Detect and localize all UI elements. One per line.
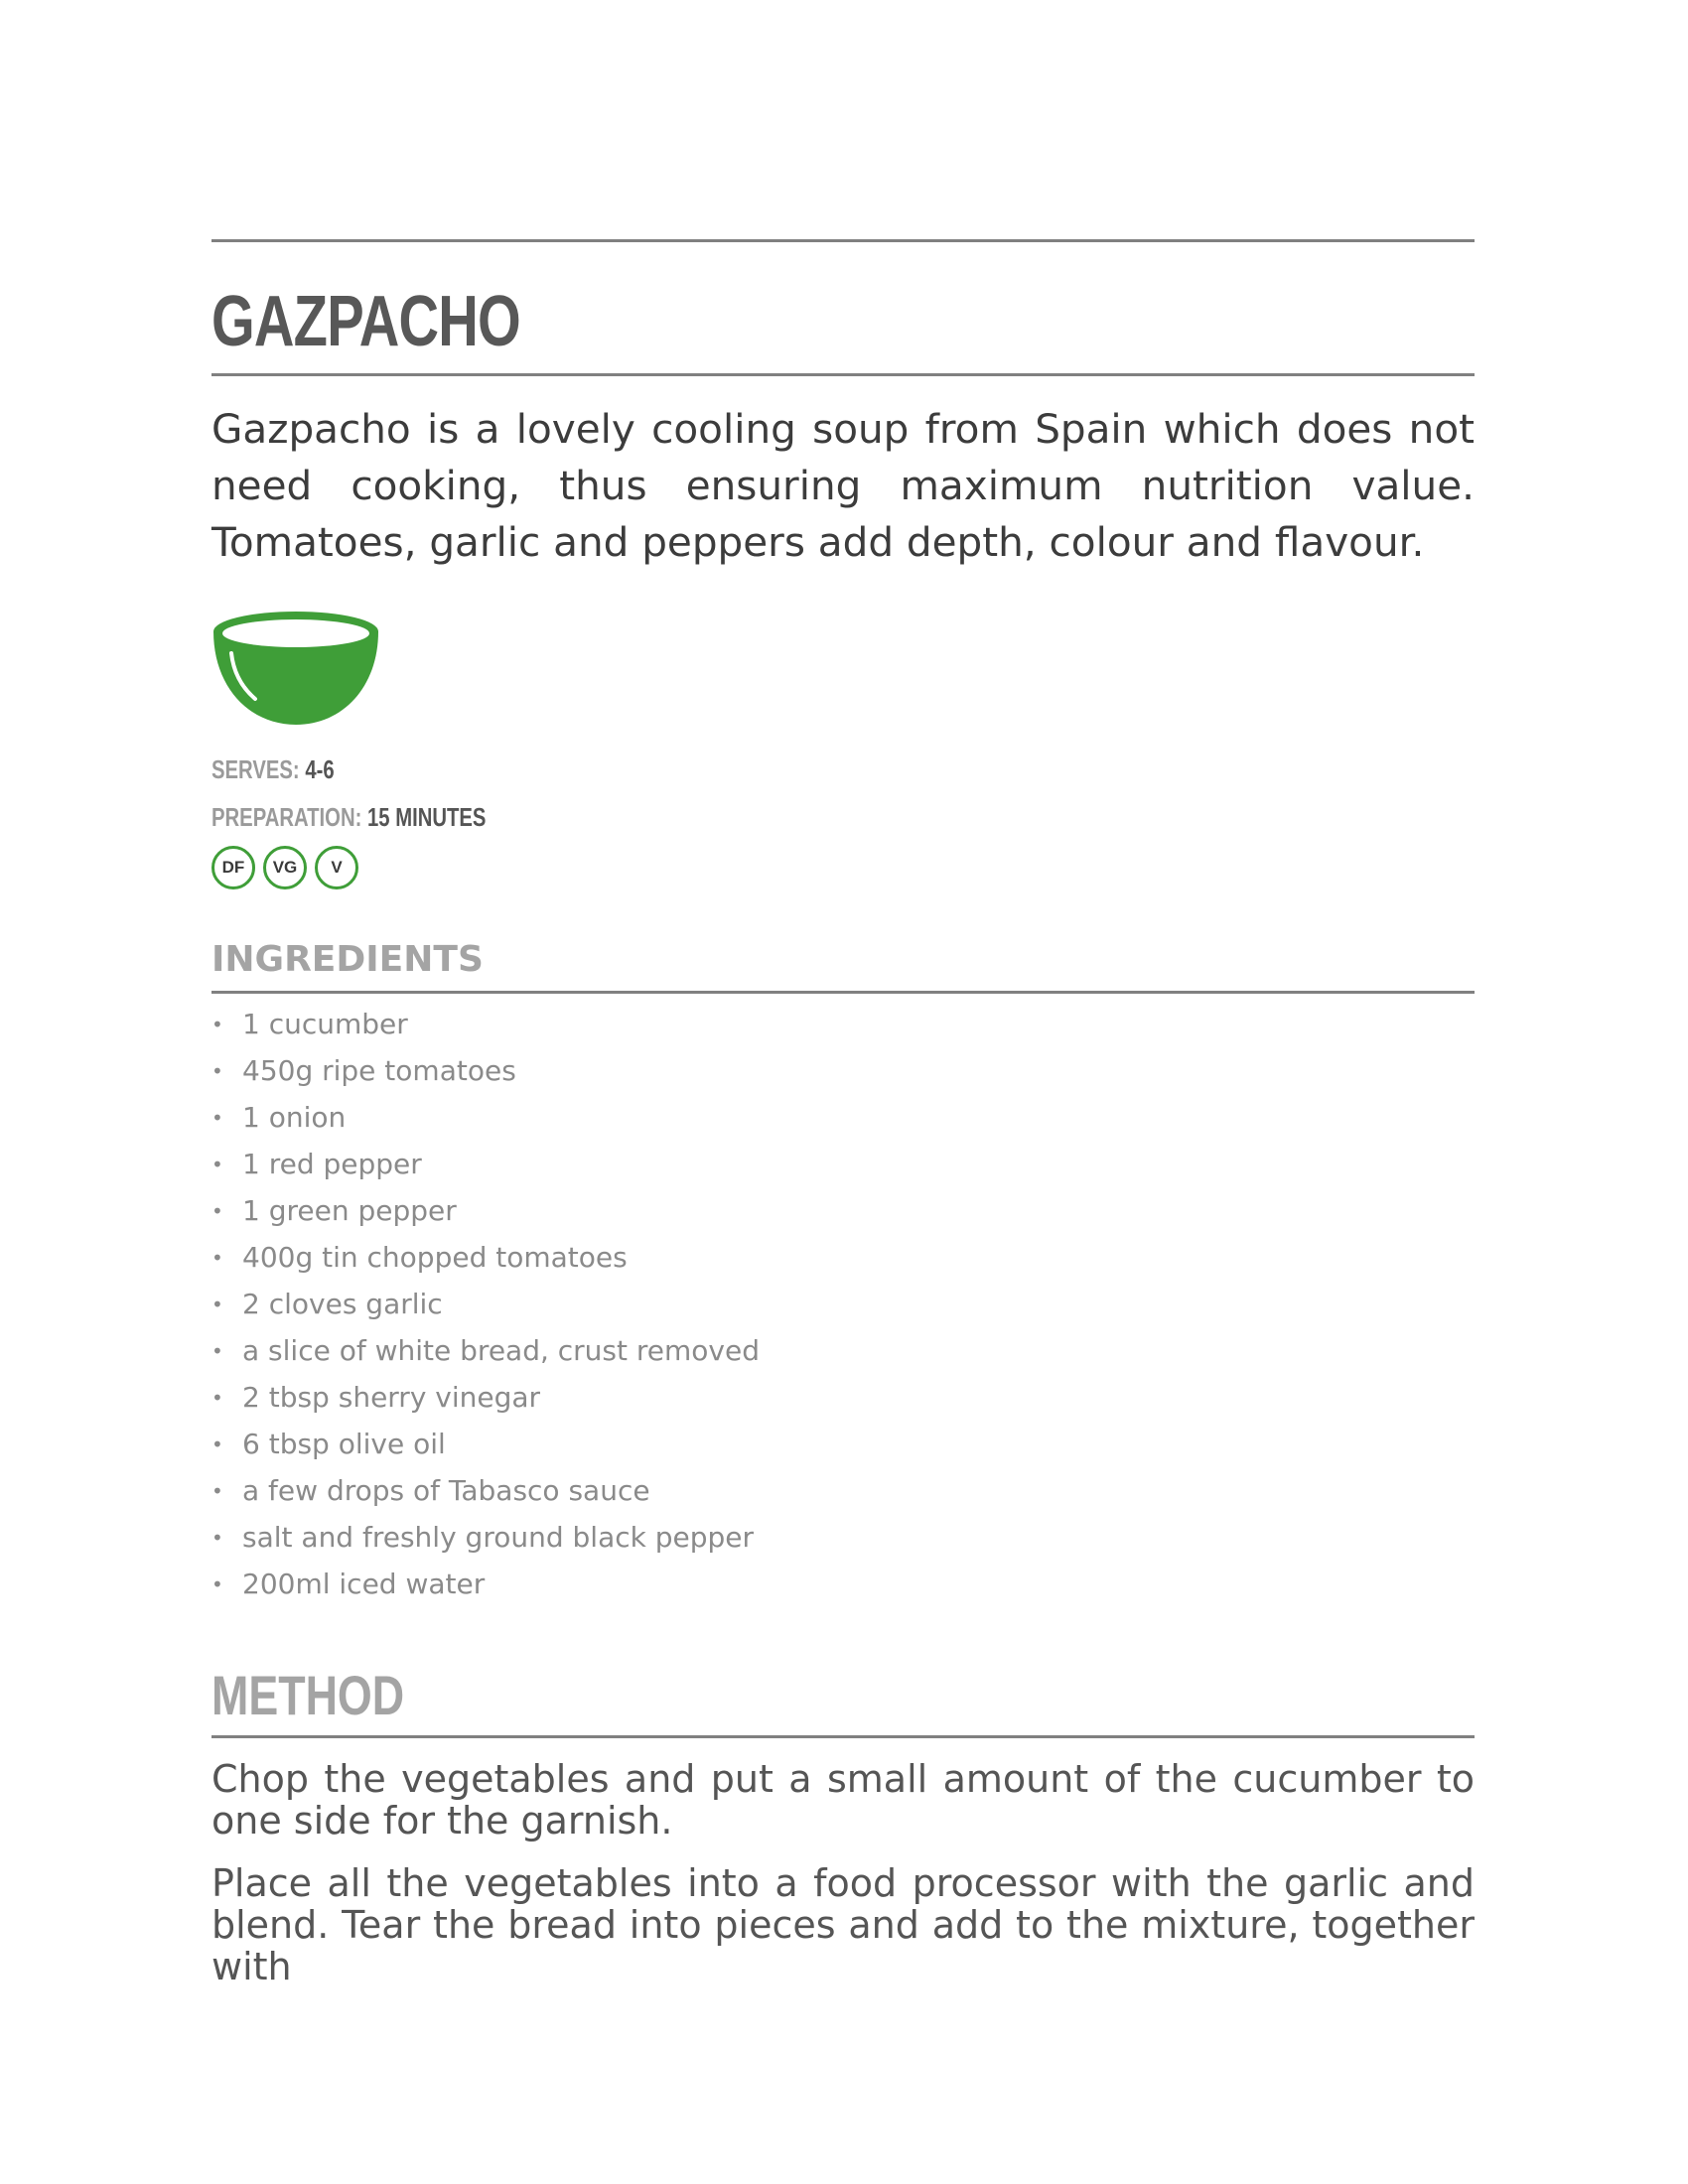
ingredients-heading: INGREDIENTS: [211, 939, 484, 980]
list-item: • 1 green pepper: [211, 1191, 760, 1238]
vegan-badge: VG: [263, 846, 307, 889]
list-item: • a few drops of Tabasco sauce: [211, 1471, 760, 1518]
diet-badges: [211, 846, 358, 889]
list-item: • 400g tin chopped tomatoes: [211, 1238, 760, 1285]
list-item: • a slice of white bread, crust removed: [211, 1331, 760, 1378]
preparation-label: PREPARATION:: [211, 802, 362, 832]
method-step: Chop the vegetables and put a small amount of the cucumber to one side for the garnish.: [211, 1757, 1475, 1843]
list-item: • 2 cloves garlic: [211, 1285, 760, 1331]
vegetarian-badge: V: [315, 846, 358, 889]
top-rule: [211, 239, 1475, 242]
list-item: • 2 tbsp sherry vinegar: [211, 1378, 760, 1425]
bowl-icon: [211, 608, 380, 729]
list-item: • 6 tbsp olive oil: [211, 1425, 760, 1471]
serves-label: SERVES:: [211, 754, 300, 784]
ingredients-list: [211, 1005, 760, 1611]
list-item: • 1 onion: [211, 1098, 760, 1145]
title-rule: [211, 373, 1475, 376]
list-item: • salt and freshly ground black pepper: [211, 1518, 760, 1565]
list-item: • 1 red pepper: [211, 1145, 760, 1191]
ingredients-rule: [211, 991, 1475, 994]
dairy-free-badge: DF: [211, 846, 255, 889]
serves-line: [211, 756, 335, 782]
list-item: • 1 cucumber: [211, 1005, 760, 1051]
list-item: • 200ml iced water: [211, 1565, 760, 1611]
method-step: Place all the vegetables into a food processor with the garlic and blend. Tear the bread into pieces and add to the mixture, together with: [211, 1861, 1475, 1988]
method-heading: METHOD: [211, 1664, 405, 1726]
preparation-line: [211, 804, 486, 830]
preparation-value: 15 MINUTES: [366, 802, 487, 832]
recipe-intro: Gazpacho is a lovely cooling soup from Spain which does not need cooking, thus ensuring maximum nutrition value. Tomatoes, garlic and peppers add depth, colour and flavour.: [211, 405, 1475, 566]
list-item: • 450g ripe tomatoes: [211, 1051, 760, 1098]
method-rule: [211, 1735, 1475, 1738]
recipe-title: GAZPACHO: [211, 282, 520, 361]
serves-value: 4-6: [305, 754, 335, 784]
